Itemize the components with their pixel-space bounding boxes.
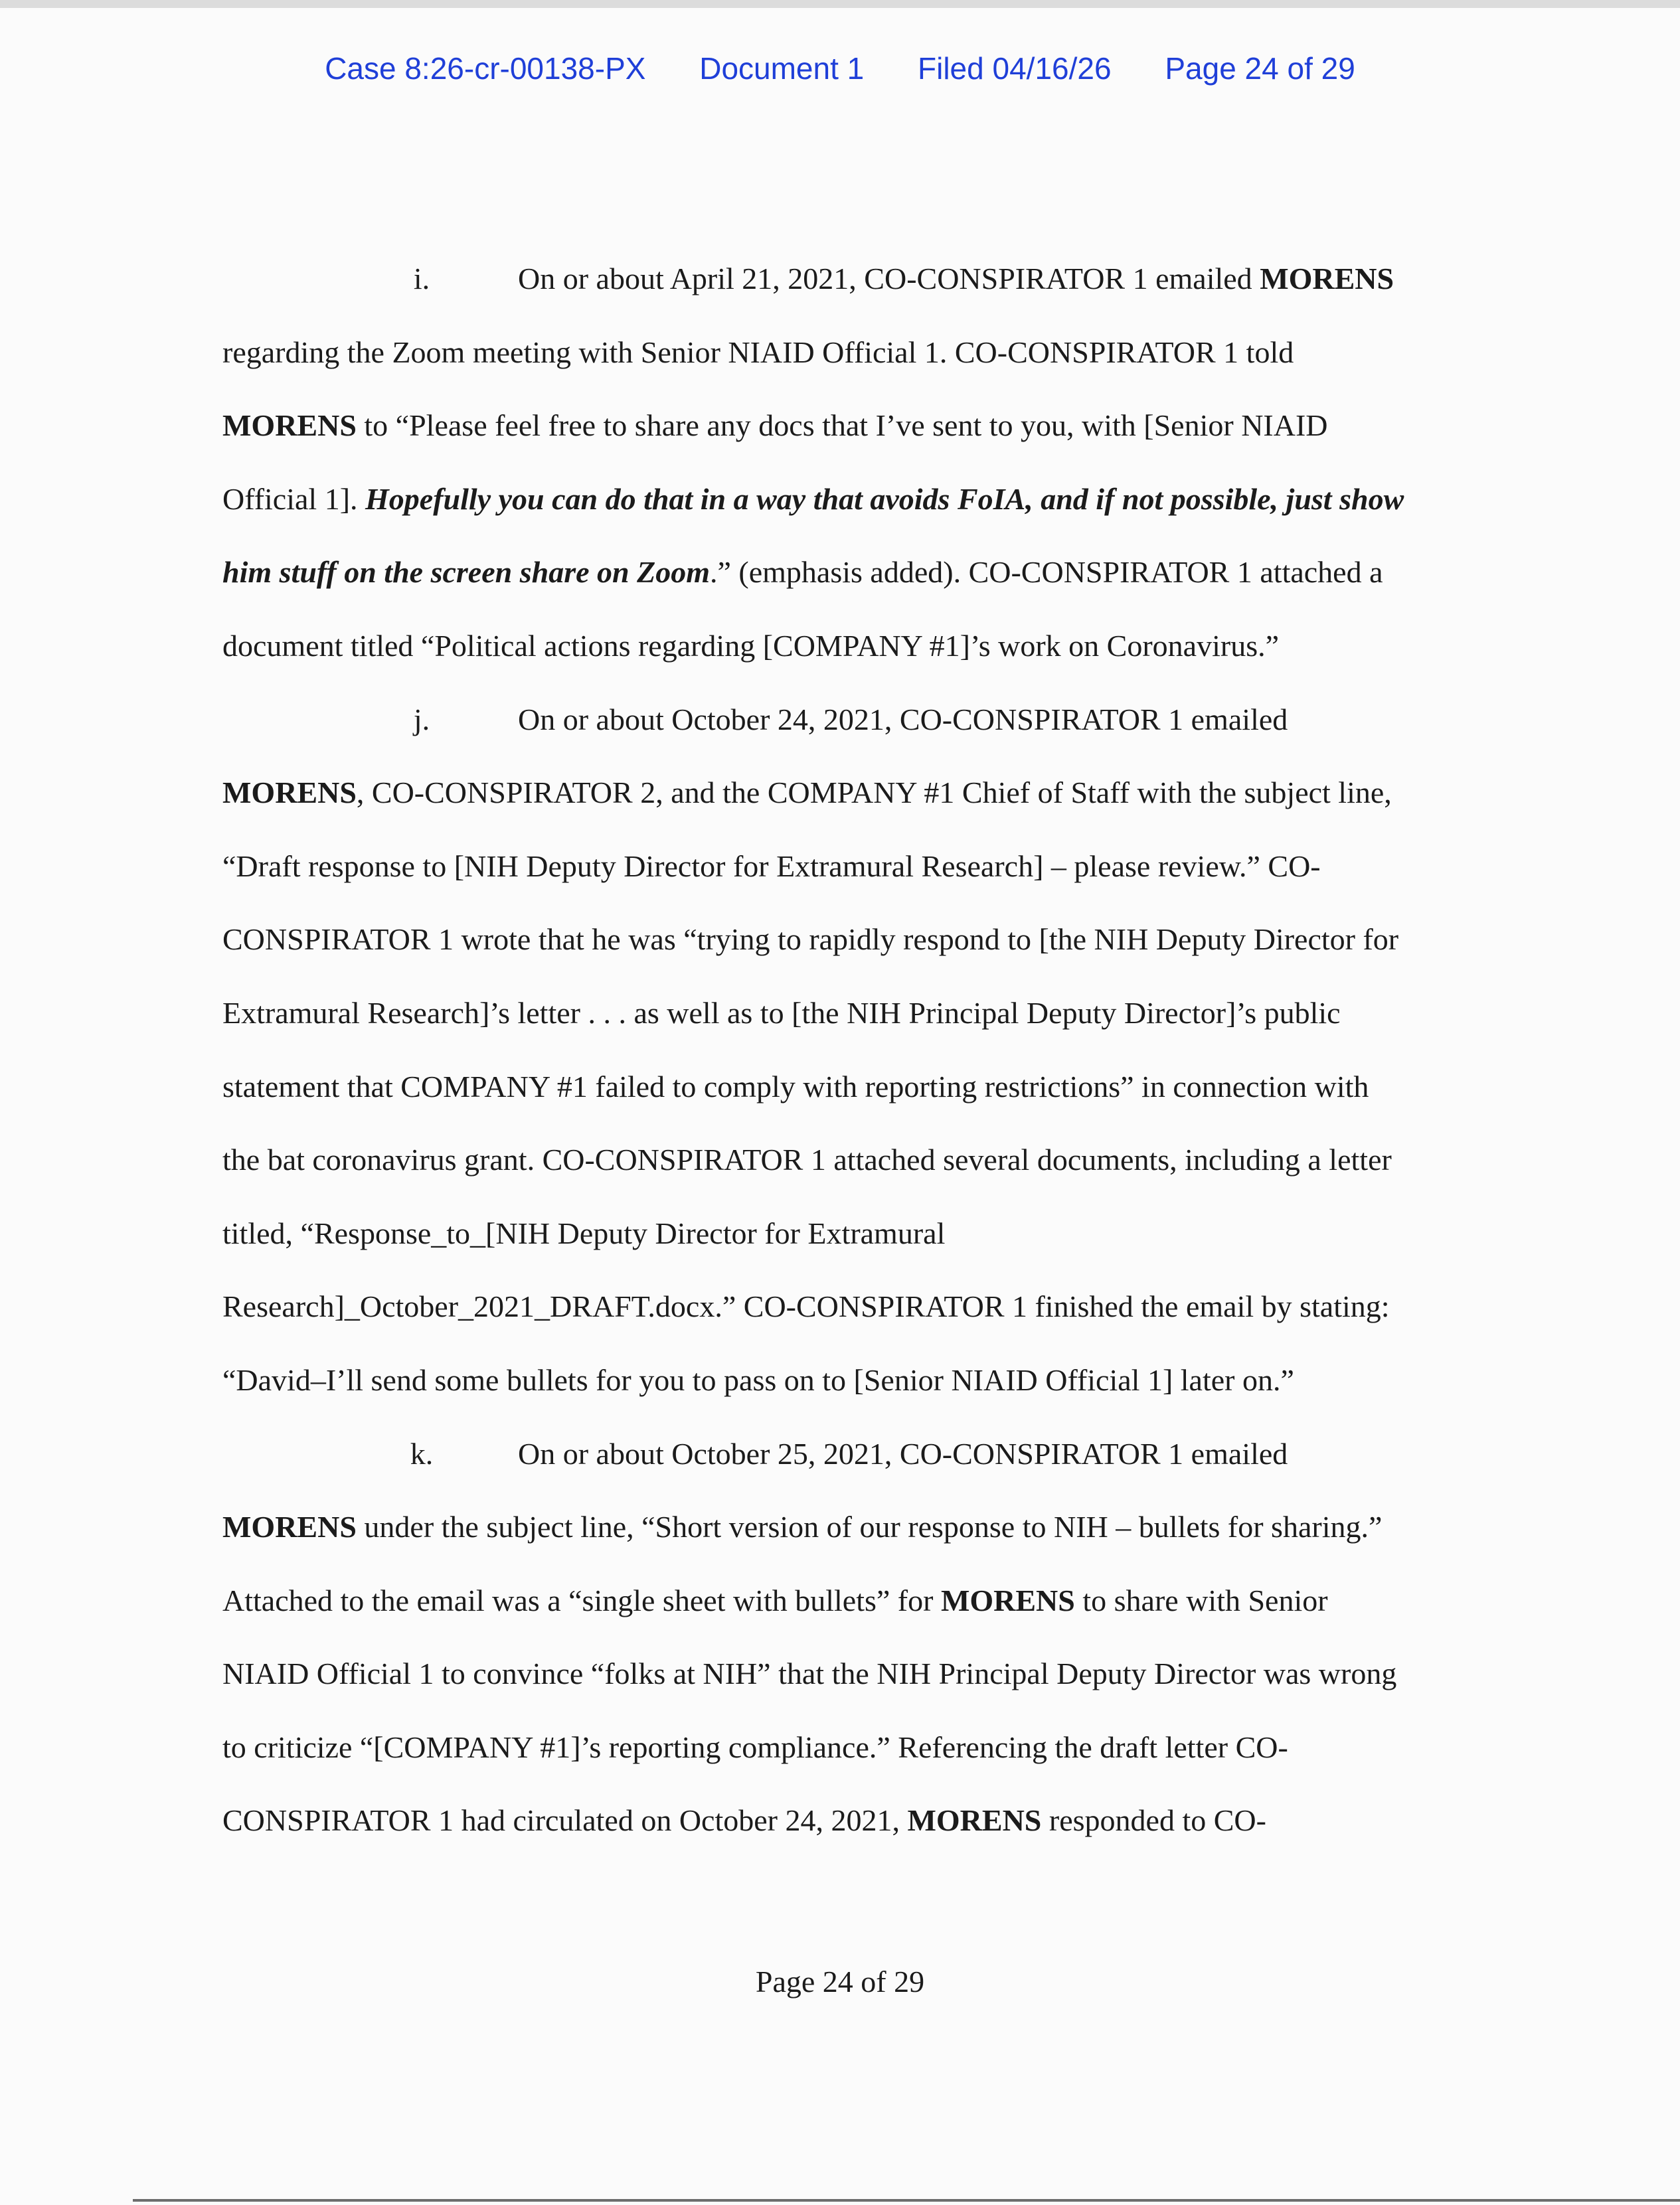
text-segment: On or about April 21, 2021, CO-CONSPIRATOR 1 emailed	[518, 262, 1260, 295]
text-segment: to criticize “[COMPANY #1]’s reporting compliance.” Referencing the draft letter CO-	[222, 1730, 1288, 1764]
text-line	[222, 463, 1458, 536]
text-line	[222, 536, 1458, 610]
text-line	[222, 830, 1458, 904]
text-segment: Official 1].	[222, 481, 366, 516]
text-segment: , CO-CONSPIRATOR 2, and the COMPANY #1 Chief of Staff with the subject line,	[356, 776, 1392, 810]
text-segment: “David–I’ll send some bullets for you to pass on to [Senior NIAID Official 1] later on.”	[222, 1362, 1294, 1397]
text-segment: Attached to the email was a “single sheet with bullets” for	[222, 1583, 941, 1617]
header-page-number: Page 24 of 29	[1165, 51, 1355, 86]
filed-date: Filed 04/16/26	[918, 51, 1112, 86]
emphasized-text: Hopefully you can do that in a way that avoids FoIA, and if not possible, just show	[365, 481, 1404, 516]
paragraph	[222, 1418, 1458, 1858]
footer-page-number: Page 24 of 29	[755, 1965, 925, 1999]
document-number: Document 1	[699, 51, 865, 86]
paragraph-marker: k.	[410, 1436, 434, 1471]
text-segment: NIAID Official 1 to convince “folks at NIH” that the NIH Principal Deputy Director was wrong	[222, 1657, 1397, 1691]
text-line	[222, 1491, 1458, 1564]
text-segment: On or about October 24, 2021, CO-CONSPIRATOR 1 emailed	[518, 702, 1288, 736]
emphasized-text: him stuff on the screen share on Zoom	[222, 555, 710, 590]
text-line	[222, 1270, 1458, 1344]
paragraph-marker: i.	[413, 262, 430, 295]
text-line	[222, 242, 1458, 316]
text-line	[222, 610, 1458, 683]
text-line	[222, 1784, 1458, 1858]
ecf-header	[0, 50, 1680, 86]
text-line	[222, 316, 1458, 390]
emphasized-text: MORENS	[1260, 262, 1394, 295]
text-segment: CONSPIRATOR 1 had circulated on October 24, 2021,	[222, 1803, 908, 1838]
text-segment: document titled “Political actions regarding [COMPANY #1]’s work on Coronavirus.”	[222, 628, 1280, 663]
text-line	[222, 903, 1458, 977]
text-line	[222, 683, 1458, 757]
emphasized-text: MORENS	[222, 776, 357, 810]
text-segment: titled, “Response_to_[NIH Deputy Director for Extramural	[222, 1216, 946, 1250]
text-line	[222, 1123, 1458, 1197]
text-segment: “Draft response to [NIH Deputy Director for Extramural Research] – please review.” CO-	[222, 849, 1321, 883]
paragraph	[222, 683, 1458, 1418]
text-line	[222, 1637, 1458, 1711]
text-segment: Research]_October_2021_DRAFT.docx.” CO-CONSPIRATOR 1 finished the email by stating:	[222, 1289, 1390, 1324]
document-body	[222, 242, 1458, 1858]
text-line	[222, 977, 1458, 1050]
text-line	[222, 756, 1458, 830]
text-segment: statement that COMPANY #1 failed to comply with reporting restrictions” in connection with	[222, 1069, 1369, 1103]
emphasized-text: MORENS	[907, 1803, 1042, 1838]
text-line	[222, 1564, 1458, 1638]
page-top-edge	[0, 0, 1680, 8]
text-segment: .” (emphasis added). CO-CONSPIRATOR 1 attached a	[709, 555, 1383, 590]
page-bottom-rule	[133, 2199, 1680, 2202]
emphasized-text: MORENS	[222, 408, 357, 443]
case-number: Case 8:26-cr-00138-PX	[325, 51, 646, 86]
text-segment: under the subject line, “Short version of our response to NIH – bullets for sharing.”	[356, 1510, 1383, 1544]
text-segment: to “Please feel free to share any docs that I’ve sent to you, with [Senior NIAID	[356, 408, 1328, 443]
paragraph	[222, 242, 1458, 683]
text-segment: regarding the Zoom meeting with Senior NIAID Official 1. CO-CONSPIRATOR 1 told	[222, 335, 1294, 369]
text-segment: the bat coronavirus grant. CO-CONSPIRATOR 1 attached several documents, including a letter	[222, 1143, 1392, 1177]
text-segment: responded to CO-	[1041, 1803, 1266, 1838]
emphasized-text: MORENS	[222, 1510, 357, 1544]
text-segment: Extramural Research]’s letter . . . as well as to [the NIH Principal Deputy Director]’s public	[222, 995, 1341, 1030]
text-line	[222, 389, 1458, 463]
text-line	[222, 1711, 1458, 1785]
text-segment: CONSPIRATOR 1 wrote that he was “trying to rapidly respond to [the NIH Deputy Director for	[222, 922, 1399, 957]
text-line	[222, 1418, 1458, 1491]
emphasized-text: MORENS	[940, 1583, 1075, 1617]
text-line	[222, 1050, 1458, 1124]
page-footer	[0, 1964, 1680, 1999]
text-segment: On or about October 25, 2021, CO-CONSPIRATOR 1 emailed	[518, 1436, 1288, 1471]
text-line	[222, 1197, 1458, 1271]
text-line	[222, 1344, 1458, 1418]
text-segment: to share with Senior	[1074, 1583, 1328, 1617]
paragraph-marker: j.	[413, 702, 430, 736]
